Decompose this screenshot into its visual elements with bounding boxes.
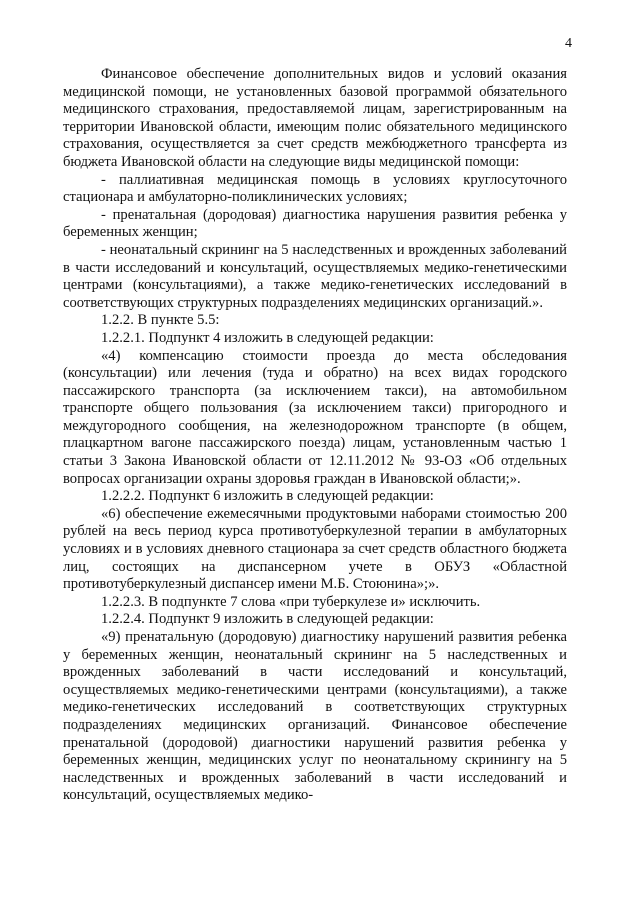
page-number: 4 <box>565 36 572 51</box>
paragraph-item-1-2-2: 1.2.2. В пункте 5.5: <box>101 312 220 329</box>
paragraph-item-1-2-2-3: 1.2.2.3. В подпункте 7 слова «при туберкулезе и» исключить. <box>101 593 481 610</box>
paragraph-funding-intro: Финансовое обеспечение дополнительных видов и условий оказания медицинской помощи, не установленных базовой программой обязательного медицинского страхования, предоставляемой лицам, зарегистрированным на территории Ивановской области, имеющим полис обязательного медицинского страхования, осуществляется за счет средств межбюджетного трансферта из бюджета Ивановской области на следующие виды медицинской помощи: <box>63 66 567 170</box>
paragraph-subitem-4-text: «4) компенсацию стоимости проезда до места обследования (консультации) или лечения (туда и обратно) на всех видах городского пассажирского транспорта (за исключением такси), на автомобильном транспорте общего пользования (за исключением такси) пригородного и междугородного сообщения, на железнодорожном транспорте (в общем, плацкартном вагоне пассажирского поезда) лицам, установленным частью 1 статьи 3 Закона Ивановской области от 12.11.2012 № 93-ОЗ «Об отдельных вопросах организации охраны здоровья граждан в Ивановской области;». <box>63 347 567 487</box>
paragraph-item-1-2-2-4: 1.2.2.4. Подпункт 9 изложить в следующей редакции: <box>101 611 434 628</box>
paragraph-prenatal-diagnostics: - пренатальная (дородовая) диагностика нарушения развития ребенка у беременных женщин; <box>63 206 567 241</box>
document-body <box>63 66 567 805</box>
paragraph-subitem-9-text: «9) пренатальную (дородовую) диагностику нарушений развития ребенка у беременных женщин, неонатальный скрининг на 5 наследственных и врожденных заболеваний в части исследований и консультаций, осуществляемых медико-генетическими центрами (консультациями), а также медико-генетических исследований в соответствующих структурных подразделениях медицинских организаций. Финансовое обеспечение пренатальной (дородовой) диагностики нарушений развития ребенка у беременных женщин, медицинских услуг по неонатальному скринингу на 5 наследственных и врожденных заболеваний в части исследований и консультаций, осуществляемых медико- <box>63 629 567 804</box>
paragraph-neonatal-screening: - неонатальный скрининг на 5 наследственных и врожденных заболеваний в части исследований и консультаций, осуществляемых медико-генетическими центрами (консультациями), а также медико-генетических исследований в соответствующих структурных подразделениях медицинских организаций.». <box>63 241 567 311</box>
paragraph-palliative-care: - паллиативная медицинская помощь в условиях круглосуточного стационара и амбулаторно-поликлинических условиях; <box>63 171 567 206</box>
paragraph-item-1-2-2-1: 1.2.2.1. Подпункт 4 изложить в следующей редакции: <box>101 329 434 346</box>
paragraph-subitem-6-text: «6) обеспечение ежемесячными продуктовыми наборами стоимостью 200 рублей на весь период курса противотуберкулезной терапии в амбулаторных условиях и в условиях дневного стационара за счет средств областного бюджета лиц, состоящих на диспансерном учете в ОБУЗ «Областной противотуберкулезный диспансер имени М.Б. Стоюнина»;». <box>63 505 567 593</box>
paragraph-item-1-2-2-2: 1.2.2.2. Подпункт 6 изложить в следующей редакции: <box>101 488 434 505</box>
